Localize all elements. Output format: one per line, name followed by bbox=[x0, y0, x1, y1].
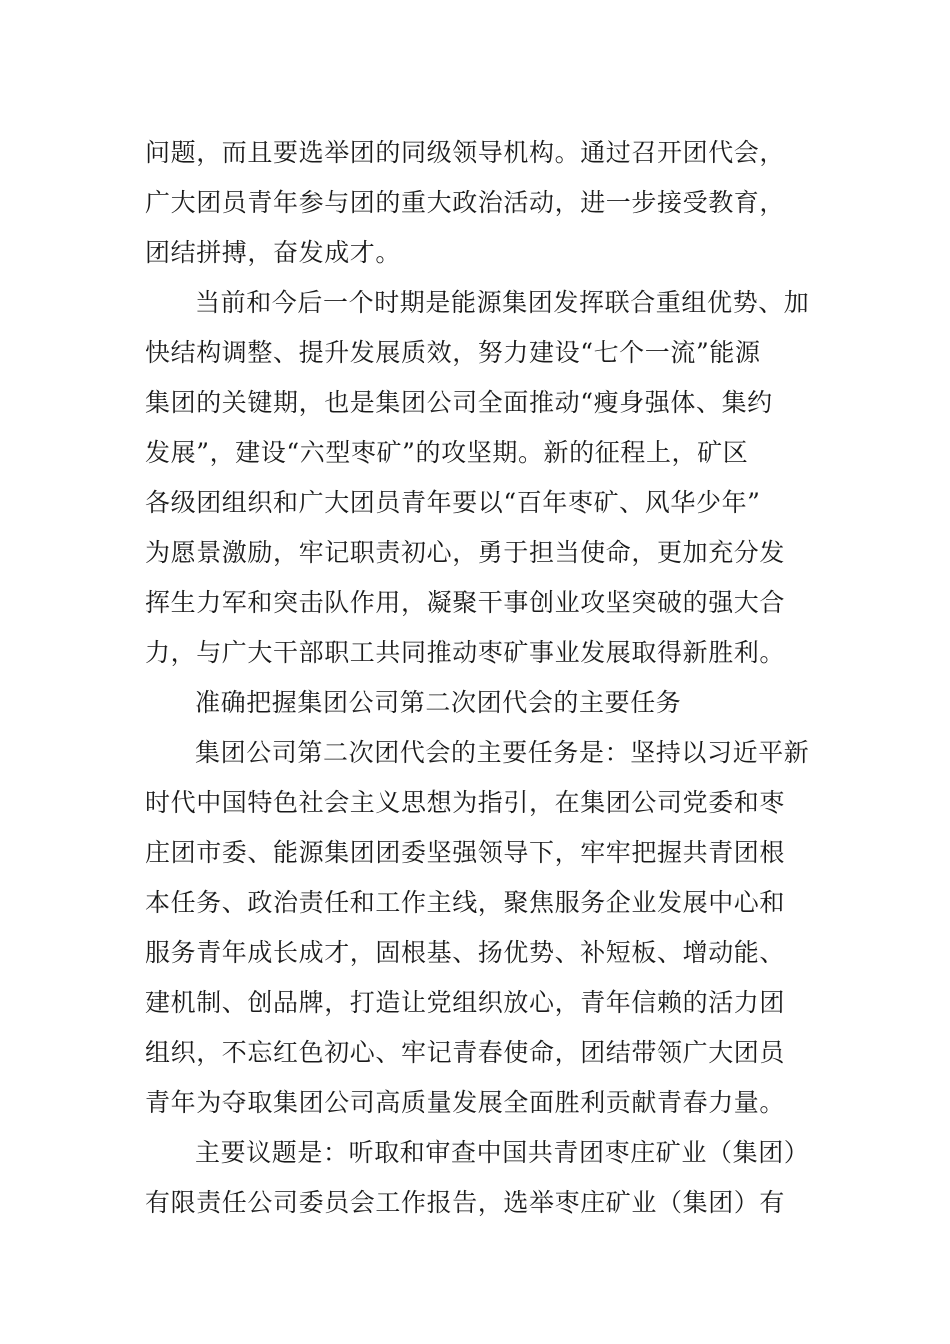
text-line: 青年为夺取集团公司高质量发展全面胜利贡献青春力量。 bbox=[145, 1088, 786, 1117]
text-line: 有限责任公司委员会工作报告，选举枣庄矿业（集团）有 bbox=[145, 1188, 786, 1217]
text-line: 庄团市委、能源集团团委坚强领导下，牢牢把握共青团根 bbox=[145, 838, 786, 867]
text-line: 建机制、创品牌，打造让党组织放心，青年信赖的活力团 bbox=[145, 988, 786, 1017]
text-line: 挥生力军和突击队作用，凝聚干事创业攻坚突破的强大合 bbox=[145, 588, 786, 617]
text-line: 快结构调整、提升发展质效，努力建设“七个一流”能源 bbox=[145, 338, 761, 367]
paragraph-start-line: 集团公司第二次团代会的主要任务是：坚持以习近平新 bbox=[195, 738, 810, 767]
text-line: 广大团员青年参与团的重大政治活动，进一步接受教育， bbox=[145, 188, 786, 217]
text-line: 服务青年成长成才，固根基、扬优势、补短板、增动能、 bbox=[145, 938, 786, 967]
section-heading: 准确把握集团公司第二次团代会的主要任务 bbox=[195, 688, 682, 717]
text-line: 本任务、政治责任和工作主线，聚焦服务企业发展中心和 bbox=[145, 888, 786, 917]
text-line: 发展”，建设“六型枣矿”的攻坚期。新的征程上，矿区 bbox=[145, 438, 749, 467]
text-line: 组织，不忘红色初心、牢记青春使命，团结带领广大团员 bbox=[145, 1038, 786, 1067]
text-line: 团结拼搏，奋发成才。 bbox=[145, 238, 402, 267]
text-line: 集团的关键期，也是集团公司全面推动“瘦身强体、集约 bbox=[145, 388, 773, 417]
paragraph-start-line: 当前和今后一个时期是能源集团发挥联合重组优势、加 bbox=[195, 288, 810, 317]
text-line: 时代中国特色社会主义思想为指引，在集团公司党委和枣 bbox=[145, 788, 786, 817]
text-line: 力，与广大干部职工共同推动枣矿事业发展取得新胜利。 bbox=[145, 638, 786, 667]
text-line: 为愿景激励，牢记职责初心，勇于担当使命，更加充分发 bbox=[145, 538, 786, 567]
paragraph-start-line: 主要议题是：听取和审查中国共青团枣庄矿业（集团） bbox=[195, 1138, 810, 1167]
text-line: 各级团组织和广大团员青年要以“百年枣矿、风华少年” bbox=[145, 488, 761, 517]
text-line: 问题，而且要选举团的同级领导机构。通过召开团代会， bbox=[145, 138, 786, 167]
